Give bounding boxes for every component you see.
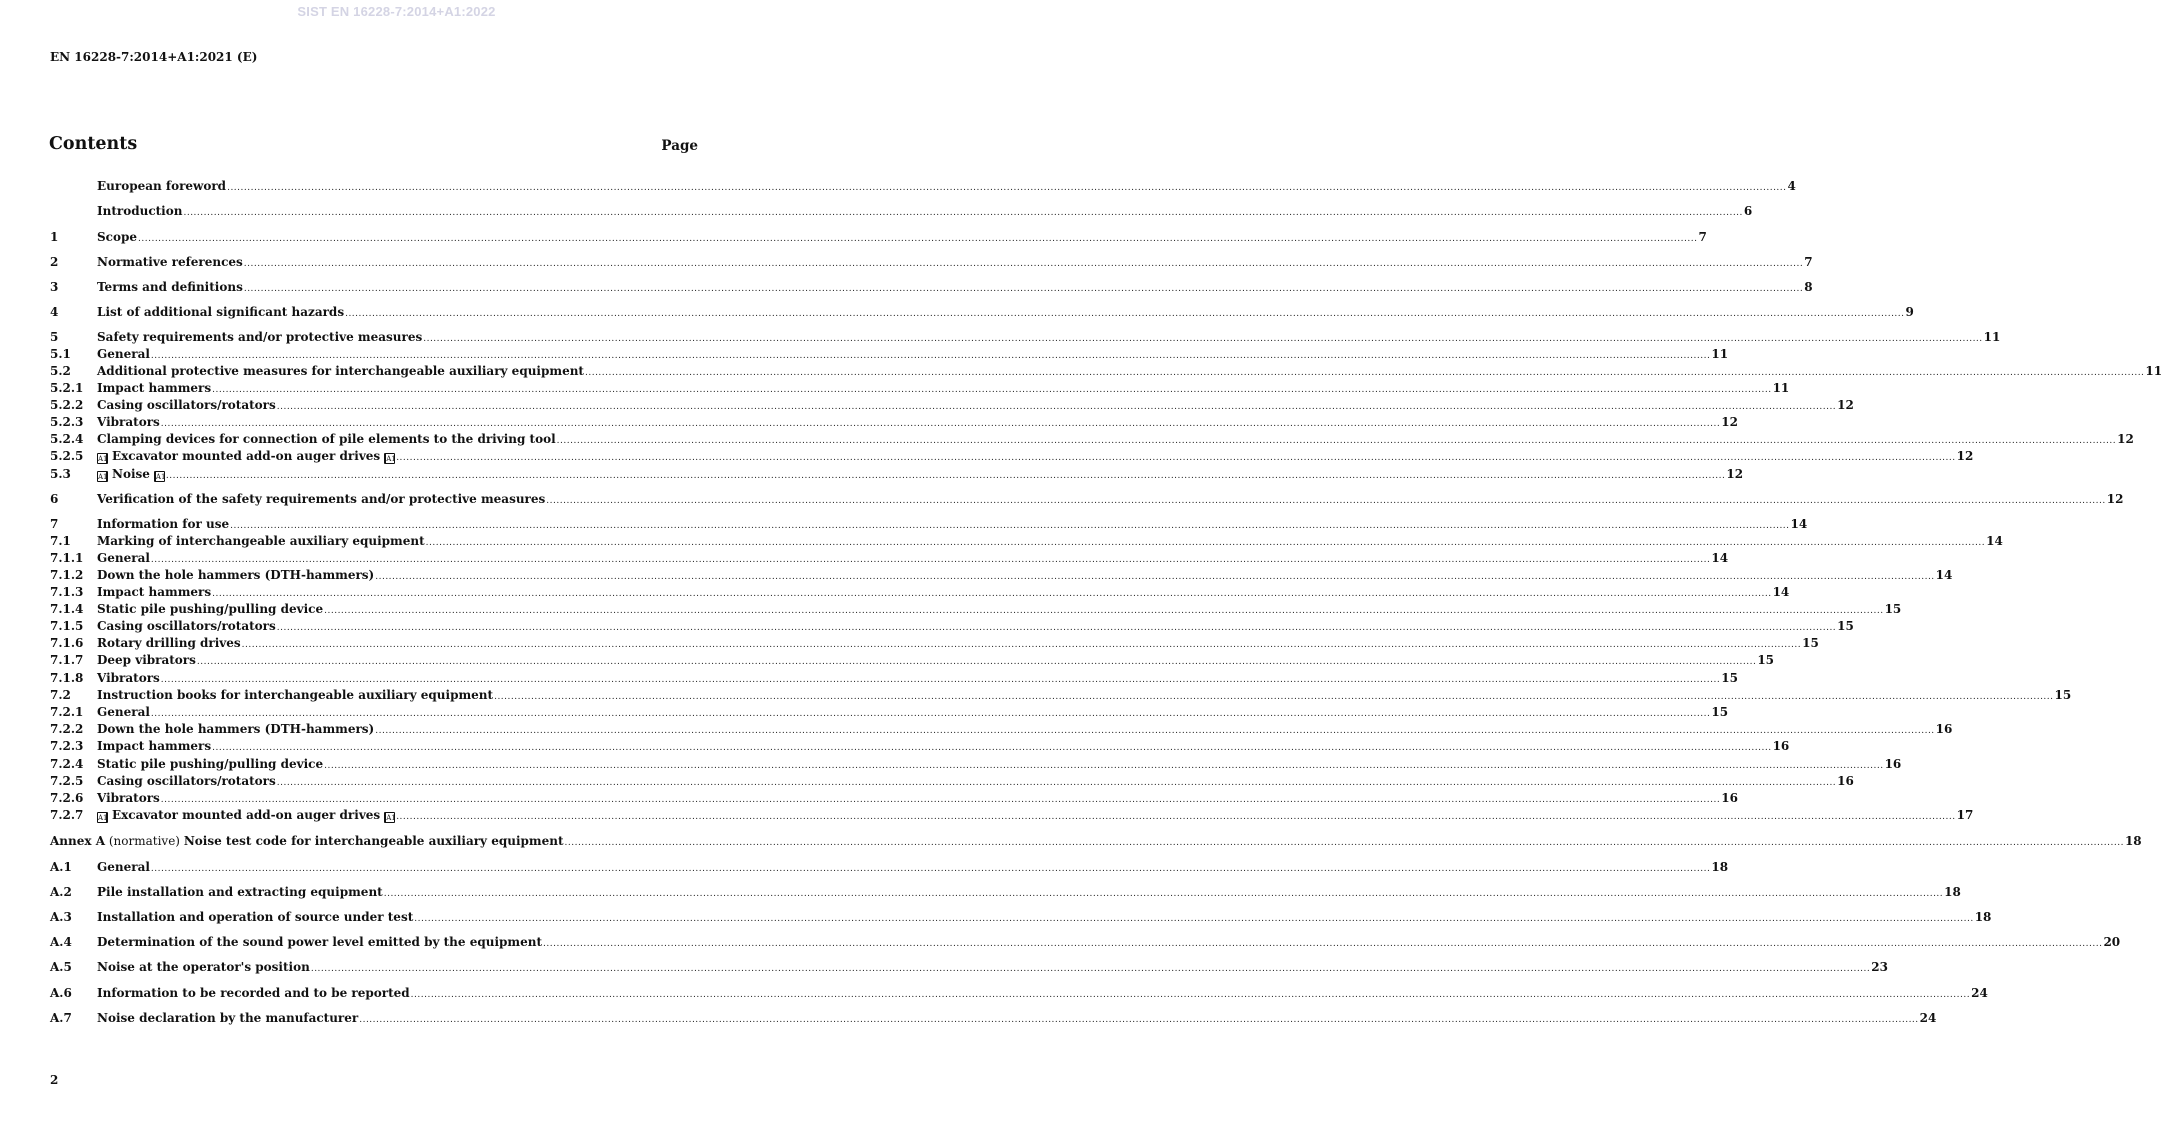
toc-entry[interactable]	[50, 567, 1953, 583]
toc-entry-title-text: General	[97, 860, 150, 874]
toc-entry-title-text: Terms and definitions	[97, 280, 243, 294]
toc-entry-number: 7.1.3	[50, 585, 84, 599]
toc-entry[interactable]	[50, 203, 1753, 219]
toc-entry[interactable]	[50, 466, 1744, 482]
toc-entry[interactable]	[50, 635, 1819, 651]
toc-entry-page: 7	[1698, 230, 1707, 244]
toc-entry-title	[97, 1010, 358, 1026]
toc-entry[interactable]	[50, 363, 2162, 379]
toc-entry[interactable]	[50, 618, 1854, 634]
toc-entry-number: 5.2.5	[50, 449, 84, 463]
toc-entry[interactable]	[50, 448, 1974, 464]
toc-entry-page: 16	[1837, 774, 1854, 788]
toc-entry-title	[97, 254, 243, 270]
toc-entry-title	[97, 618, 276, 634]
toc-entry-title-text: Excavator mounted add-on auger drives	[112, 808, 381, 822]
toc-entry-number: 5.2	[50, 364, 71, 378]
dot-leader	[384, 886, 1943, 902]
toc-entry-title	[97, 773, 276, 789]
toc-entry-number: 7.1.7	[50, 653, 84, 667]
toc-entry[interactable]	[50, 380, 1790, 396]
toc-entry-title-text: Rotary drilling drives	[97, 636, 241, 650]
toc-entry-title	[97, 584, 211, 600]
toc-entry[interactable]	[50, 652, 1775, 668]
toc-entry-number: 5.2.2	[50, 398, 84, 412]
dot-leader	[277, 775, 1836, 791]
toc-entry-number: 7.2.4	[50, 757, 84, 771]
toc-entry-page: 12	[1726, 467, 1744, 481]
toc-entry-title	[97, 329, 422, 345]
toc-entry-title-text: Noise test code for interchangeable auxiliary equipment	[183, 834, 564, 848]
dot-leader	[585, 365, 2144, 381]
toc-entry-number: A.4	[50, 935, 72, 949]
toc-entry-number: 7.2.3	[50, 739, 84, 753]
toc-entry[interactable]	[50, 790, 1738, 806]
toc-entry-title-text: Casing oscillators/rotators	[97, 398, 276, 412]
toc-entry-title-text: Additional protective measures for interchangeable auxiliary equipment	[97, 364, 584, 378]
toc-entry-title	[97, 380, 211, 396]
toc-entry-title	[97, 279, 243, 295]
toc-entry-title	[50, 833, 564, 849]
document-header: EN 16228-7:2014+A1:2021 (E)	[50, 50, 258, 64]
toc-entry-title-text: General	[97, 347, 150, 361]
toc-entry-title-text: Impact hammers	[97, 739, 212, 753]
dot-leader	[277, 399, 1836, 415]
dot-leader	[396, 809, 1955, 825]
dot-leader	[161, 792, 1720, 808]
toc-entry-title	[97, 959, 310, 975]
toc-entry-page: 15	[2054, 688, 2072, 702]
dot-leader	[138, 231, 1697, 247]
toc-entry-title	[97, 721, 374, 737]
toc-entry-title-text: Down the hole hammers (DTH-hammers)	[97, 722, 375, 736]
toc-entry-page: 15	[1711, 705, 1729, 719]
contents-heading: Contents	[49, 134, 138, 154]
toc-entry[interactable]	[50, 533, 2003, 549]
toc-entry-title	[97, 884, 383, 900]
toc-entry-page: 15	[1837, 619, 1854, 633]
toc-entry-number: 7.2.2	[50, 722, 84, 736]
toc-entry-page: 6	[1743, 204, 1753, 218]
toc-entry-title-text: Clamping devices for connection of pile elements to the driving tool	[97, 432, 556, 446]
dot-leader	[183, 205, 1742, 221]
toc-entry-number: 7.2.6	[50, 791, 84, 805]
toc-entry-number: 7.1.6	[50, 636, 84, 650]
annex-label: Annex A	[50, 834, 106, 848]
toc-entry-number: 5.3	[50, 467, 71, 481]
toc-entry[interactable]	[50, 934, 2121, 950]
toc-entry-title	[97, 635, 241, 651]
toc-entry-title-text: Scope	[97, 230, 138, 244]
dot-leader	[151, 552, 1710, 568]
toc-entry[interactable]	[50, 959, 1888, 975]
toc-entry-number: 7.1.5	[50, 619, 84, 633]
amendment-end-icon: A1	[386, 814, 396, 822]
toc-entry-title-text: Vibrators	[97, 415, 160, 429]
dot-leader	[375, 569, 1934, 585]
toc-entry[interactable]	[50, 414, 1738, 430]
amendment-start-icon: A1	[98, 473, 108, 481]
toc-entry-title	[97, 909, 413, 925]
toc-entry-title-text: Instruction books for interchangeable auxiliary equipment	[97, 688, 494, 702]
dot-leader	[244, 256, 1803, 272]
toc-entry-title	[97, 304, 344, 320]
toc-entry-title-text: Casing oscillators/rotators	[97, 774, 276, 788]
toc-entry-number: 5.2.1	[50, 381, 84, 395]
toc-entry[interactable]	[50, 397, 1854, 413]
toc-entry-page: 11	[1772, 381, 1790, 395]
dot-leader	[212, 382, 1771, 398]
dot-leader	[161, 416, 1720, 432]
dot-leader	[242, 637, 1801, 653]
toc-entry-title-text: Determination of the sound power level emitted by the equipment	[97, 935, 543, 949]
toc-entry-title	[97, 807, 395, 823]
toc-entry-page: 11	[1711, 347, 1729, 361]
page-number: 2	[50, 1073, 59, 1087]
toc-entry[interactable]	[50, 550, 1729, 566]
amendment-start-icon: A1	[98, 814, 108, 822]
dot-leader	[212, 586, 1771, 602]
toc-entry-number: 7.2.5	[50, 774, 84, 788]
toc-entry-number: A.5	[50, 960, 72, 974]
toc-entry-page: 23	[1871, 960, 1888, 974]
toc-entry-title	[97, 346, 150, 362]
toc-entry[interactable]	[50, 254, 1813, 270]
toc-entry-title	[97, 687, 493, 703]
dot-leader	[166, 468, 1725, 484]
dot-leader	[396, 450, 1955, 466]
toc-entry-title-text: Noise declaration by the manufacturer	[97, 1011, 359, 1025]
toc-entry-page: 11	[2145, 364, 2162, 378]
toc-entry-title	[97, 738, 211, 754]
toc-entry[interactable]	[50, 833, 2142, 849]
dot-leader	[543, 936, 2102, 952]
dot-leader	[565, 835, 2124, 851]
toc-entry[interactable]	[50, 346, 1729, 362]
toc-entry-number: 6	[50, 492, 59, 506]
toc-entry-number: A.3	[50, 910, 72, 924]
toc-entry-number: 2	[50, 255, 59, 269]
toc-entry-title-text: Information for use	[97, 517, 230, 531]
dot-leader	[230, 518, 1789, 534]
watermark: SIST EN 16228-7:2014+A1:2022	[297, 4, 496, 19]
toc-entry-number: 7.1.8	[50, 671, 84, 685]
toc-entry[interactable]	[50, 704, 1729, 720]
toc-entry-title	[97, 934, 542, 950]
toc-entry-title-text: Normative references	[97, 255, 243, 269]
dot-leader	[411, 987, 1970, 1003]
toc-entry-title-text: Noise	[112, 467, 150, 481]
toc-entry-page: 16	[1935, 722, 1953, 736]
toc-entry[interactable]	[50, 279, 1813, 295]
toc-entry-title-text: Verification of the safety requirements and/or protective measures	[97, 492, 546, 506]
dot-leader	[277, 620, 1836, 636]
toc-entry-title-text: Down the hole hammers (DTH-hammers)	[97, 568, 375, 582]
toc-entry-title	[97, 985, 410, 1001]
toc-entry-page: 12	[1956, 449, 1974, 463]
toc-entry-title	[97, 491, 545, 507]
toc-entry-number: 7.1	[50, 534, 71, 548]
toc-entry-title-text: Noise at the operator's position	[97, 960, 310, 974]
toc-entry-page: 12	[2106, 492, 2124, 506]
toc-entry-title	[97, 567, 374, 583]
toc-entry-page: 16	[1721, 791, 1738, 805]
toc-entry[interactable]	[50, 584, 1790, 600]
toc-entry-title-text: Static pile pushing/pulling device	[97, 757, 324, 771]
toc-entry-number: 7.2.1	[50, 705, 84, 719]
amendment-end-icon: A1	[386, 455, 396, 463]
toc-entry-number: 5	[50, 330, 59, 344]
toc-entry-page: 18	[2124, 834, 2142, 848]
toc-entry-title	[97, 670, 160, 686]
toc-entry-title-text: Excavator mounted add-on auger drives	[112, 449, 381, 463]
toc-entry-title	[97, 203, 182, 219]
toc-entry-page: 18	[1974, 910, 1992, 924]
toc-entry-page: 9	[1905, 305, 1914, 319]
dot-leader	[151, 861, 1710, 877]
toc-entry[interactable]	[50, 687, 2072, 703]
toc-entry-page: 24	[1919, 1011, 1937, 1025]
dot-leader	[311, 961, 1870, 977]
toc-entry-page: 12	[2117, 432, 2134, 446]
toc-entry-page: 14	[1711, 551, 1729, 565]
toc-entry-title	[97, 229, 137, 245]
toc-entry-page: 11	[1983, 330, 2001, 344]
toc-entry-page: 14	[1790, 517, 1808, 531]
toc-entry-title-text: Pile installation and extracting equipment	[97, 885, 383, 899]
toc-entry-title	[97, 652, 196, 668]
toc-entry-page: 12	[1721, 415, 1738, 429]
toc-entry-page: 15	[1884, 602, 1902, 616]
toc-entry-number: A.7	[50, 1011, 72, 1025]
dot-leader	[151, 348, 1710, 364]
toc-entry-number: 7.2	[50, 688, 71, 702]
toc-entry-title-text: General	[97, 705, 150, 719]
toc-entry-number: 7.2.7	[50, 808, 84, 822]
toc-entry-page: 12	[1837, 398, 1854, 412]
toc-entry[interactable]	[50, 601, 1902, 617]
toc-entry-title	[97, 550, 150, 566]
toc-entry-title-text: Installation and operation of source under test	[97, 910, 414, 924]
toc-entry-page: 7	[1804, 255, 1813, 269]
toc-entry-page: 16	[1772, 739, 1790, 753]
dot-leader	[324, 603, 1883, 619]
toc-entry-page: 18	[1944, 885, 1961, 899]
amendment-end-icon: A1	[155, 473, 166, 481]
toc-entry[interactable]	[50, 178, 1796, 194]
toc-entry-title	[97, 431, 556, 447]
dot-leader	[227, 180, 1786, 196]
dot-leader	[151, 706, 1710, 722]
toc-entry[interactable]	[50, 859, 1729, 875]
toc-entry-title-text: Deep vibrators	[97, 653, 196, 667]
toc-entry-title	[97, 704, 150, 720]
toc-entry-title-text: Introduction	[97, 204, 183, 218]
toc-entry-number: 5.1	[50, 347, 71, 361]
page-column-label: Page	[661, 138, 698, 154]
toc-entry-page: 14	[1986, 534, 2003, 548]
toc-entry[interactable]	[50, 807, 1974, 823]
toc-entry-number: 3	[50, 280, 59, 294]
toc-entry-title	[97, 466, 165, 482]
toc-entry[interactable]	[50, 773, 1854, 789]
toc-entry-title-text: List of additional significant hazards	[97, 305, 345, 319]
toc-entry[interactable]	[50, 884, 1961, 900]
toc-entry[interactable]	[50, 516, 1808, 532]
toc-entry-title	[97, 414, 160, 430]
toc-entry-title	[97, 859, 150, 875]
toc-entry-title-text: General	[97, 551, 150, 565]
dot-leader	[494, 689, 2053, 705]
toc-entry-number: 5.2.4	[50, 432, 84, 446]
toc-entry-page: 14	[1772, 585, 1790, 599]
toc-entry-page: 17	[1956, 808, 1974, 822]
toc-entry-title	[97, 363, 584, 379]
dot-leader	[423, 331, 1982, 347]
toc-entry[interactable]	[50, 491, 2124, 507]
toc-entry[interactable]	[50, 329, 2001, 345]
toc-entry-title-text: Static pile pushing/pulling device	[97, 602, 324, 616]
toc-entry-title-text: Vibrators	[97, 791, 160, 805]
toc-entry-title	[97, 790, 160, 806]
toc-entry[interactable]	[50, 670, 1738, 686]
toc-entry-title-text: Information to be recorded and to be reported	[97, 986, 410, 1000]
toc-entry[interactable]	[50, 738, 1790, 754]
toc-entry-page: 14	[1935, 568, 1953, 582]
toc-entry-title	[97, 516, 229, 532]
dot-leader	[414, 911, 1973, 927]
dot-leader	[359, 1012, 1918, 1028]
dot-leader	[345, 306, 1904, 322]
toc-entry[interactable]	[50, 431, 2134, 447]
toc-entry-title	[97, 601, 323, 617]
toc-entry-title-text: European foreword	[97, 179, 227, 193]
toc-entry-page: 24	[1971, 986, 1988, 1000]
toc-entry[interactable]	[50, 304, 1914, 320]
toc-entry-page: 16	[1884, 757, 1902, 771]
toc-entry[interactable]	[50, 1010, 1937, 1026]
toc-entry-number: 7.1.1	[50, 551, 84, 565]
dot-leader	[557, 433, 2116, 449]
toc-entry-title-text: Casing oscillators/rotators	[97, 619, 276, 633]
toc-entry-number: 1	[50, 230, 59, 244]
dot-leader	[426, 535, 1985, 551]
toc-entry-title	[97, 533, 425, 549]
toc-entry-title-text: Impact hammers	[97, 585, 212, 599]
toc-entry-number: 7.1.4	[50, 602, 84, 616]
toc-entry-title	[97, 397, 276, 413]
toc-entry-page: 15	[1721, 671, 1738, 685]
dot-leader	[244, 281, 1803, 297]
toc-entry-page: 18	[1711, 860, 1729, 874]
toc-entry-page: 15	[1757, 653, 1775, 667]
toc-entry-title-text: Vibrators	[97, 671, 160, 685]
toc-entry[interactable]	[50, 985, 1988, 1001]
toc-entry-title	[97, 448, 395, 464]
dot-leader	[324, 758, 1883, 774]
toc-entry[interactable]	[50, 721, 1953, 737]
toc-entry[interactable]	[50, 229, 1707, 245]
amendment-start-icon: A1	[98, 455, 108, 463]
toc-entry-title-text: Marking of interchangeable auxiliary equipment	[97, 534, 425, 548]
toc-entry-number: 7.1.2	[50, 568, 84, 582]
toc-entry-page: 4	[1787, 179, 1796, 193]
annex-type: (normative)	[105, 834, 184, 848]
toc-entry[interactable]	[50, 909, 1992, 925]
toc-entry-number: A.2	[50, 885, 72, 899]
dot-leader	[161, 672, 1720, 688]
toc-entry-page: 15	[1802, 636, 1819, 650]
toc-entry-number: 5.2.3	[50, 415, 84, 429]
toc-entry-number: 7	[50, 517, 59, 531]
toc-entry-page: 8	[1804, 280, 1813, 294]
dot-leader	[375, 723, 1934, 739]
toc-entry-title	[97, 178, 226, 194]
toc-entry-number: 4	[50, 305, 59, 319]
dot-leader	[197, 654, 1756, 670]
dot-leader	[546, 493, 2105, 509]
toc-entry-title	[97, 756, 323, 772]
toc-entry-page: 20	[2103, 935, 2121, 949]
toc-entry-title-text: Impact hammers	[97, 381, 212, 395]
toc-entry-number: A.1	[50, 860, 72, 874]
toc-entry-title-text: Safety requirements and/or protective measures	[97, 330, 423, 344]
toc-entry-number: A.6	[50, 986, 72, 1000]
toc-entry[interactable]	[50, 756, 1902, 772]
dot-leader	[212, 740, 1771, 756]
